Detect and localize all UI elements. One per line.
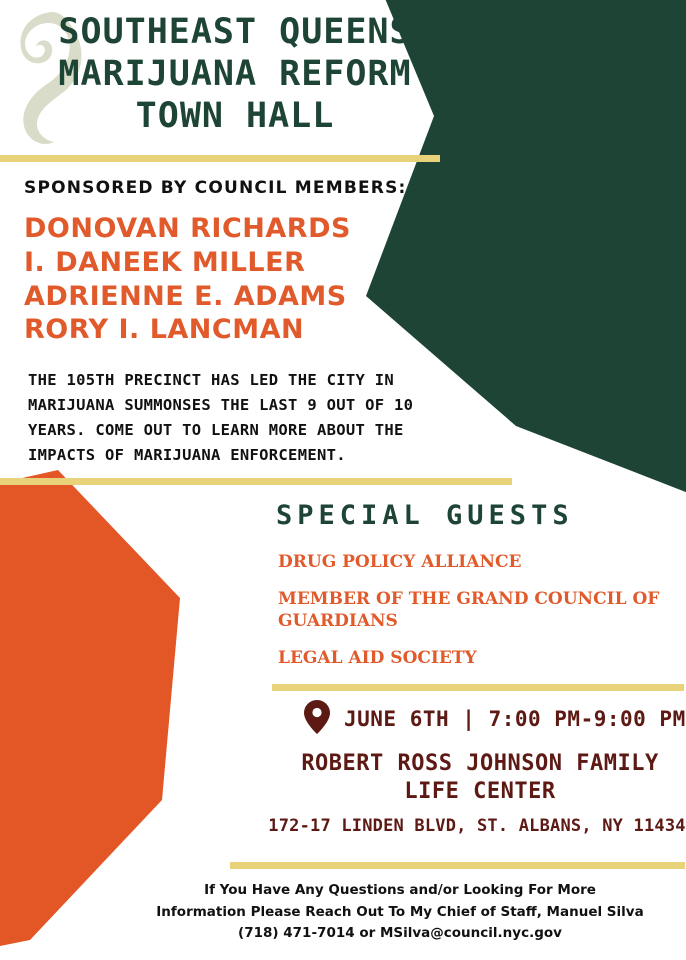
special-guests-list bbox=[278, 552, 668, 685]
footer-contact-line: (718) 471-7014 or MSilva@council.nyc.gov bbox=[238, 925, 562, 942]
title-line-3: TOWN HALL bbox=[135, 96, 335, 137]
footer-contact-block bbox=[150, 880, 650, 945]
special-guests-heading: SPECIAL GUESTS bbox=[276, 500, 574, 531]
sponsors-block bbox=[24, 178, 407, 347]
list-item: LEGAL AID SOCIETY bbox=[278, 647, 477, 668]
list-item: MEMBER OF THE GRAND COUNCIL OF GUARDIANS bbox=[278, 589, 660, 631]
description-paragraph: THE 105TH PRECINCT HAS LED THE CITY IN MARIJUANA SUMMONSES THE LAST 9 OUT OF 10 YEARS. COME OUT TO LEARN MORE ABOUT THE IMPACTS OF MARIJUANA ENFORCEMENT. bbox=[28, 371, 414, 465]
event-datetime: JUNE 6TH | 7:00 PM-9:00 PM bbox=[344, 707, 686, 731]
divider-rule-middle bbox=[0, 478, 512, 485]
title-line-1: SOUTHEAST QUEENS bbox=[58, 12, 412, 52]
divider-rule-guests bbox=[272, 684, 684, 691]
sponsor-name: RORY I. LANCMAN bbox=[24, 314, 305, 346]
title-line-2: MARIJUANA REFORM bbox=[58, 54, 412, 95]
poster-title-block bbox=[0, 14, 470, 135]
footer-line-1: If You Have Any Questions and/or Looking For More bbox=[204, 882, 596, 898]
sponsor-name: I. DANEEK MILLER bbox=[24, 246, 306, 278]
venue-name: ROBERT ROSS JOHNSON FAMILY LIFE CENTER bbox=[301, 751, 659, 805]
venue-address: 172-17 LINDEN BLVD, ST. ALBANS, NY 11434 bbox=[268, 816, 686, 836]
divider-rule-bottom bbox=[230, 862, 685, 869]
list-item: DRUG POLICY ALLIANCE bbox=[278, 552, 522, 572]
divider-rule-top bbox=[0, 155, 440, 162]
sponsor-name: ADRIENNE E. ADAMS bbox=[24, 280, 347, 312]
sponsor-name: DONOVAN RICHARDS bbox=[24, 213, 351, 244]
footer-line-2: Information Please Reach Out To My Chief of Staff, Manuel Silva bbox=[156, 903, 644, 920]
map-pin-icon bbox=[304, 700, 330, 734]
sponsors-label: SPONSORED BY COUNCIL MEMBERS: bbox=[24, 178, 407, 198]
